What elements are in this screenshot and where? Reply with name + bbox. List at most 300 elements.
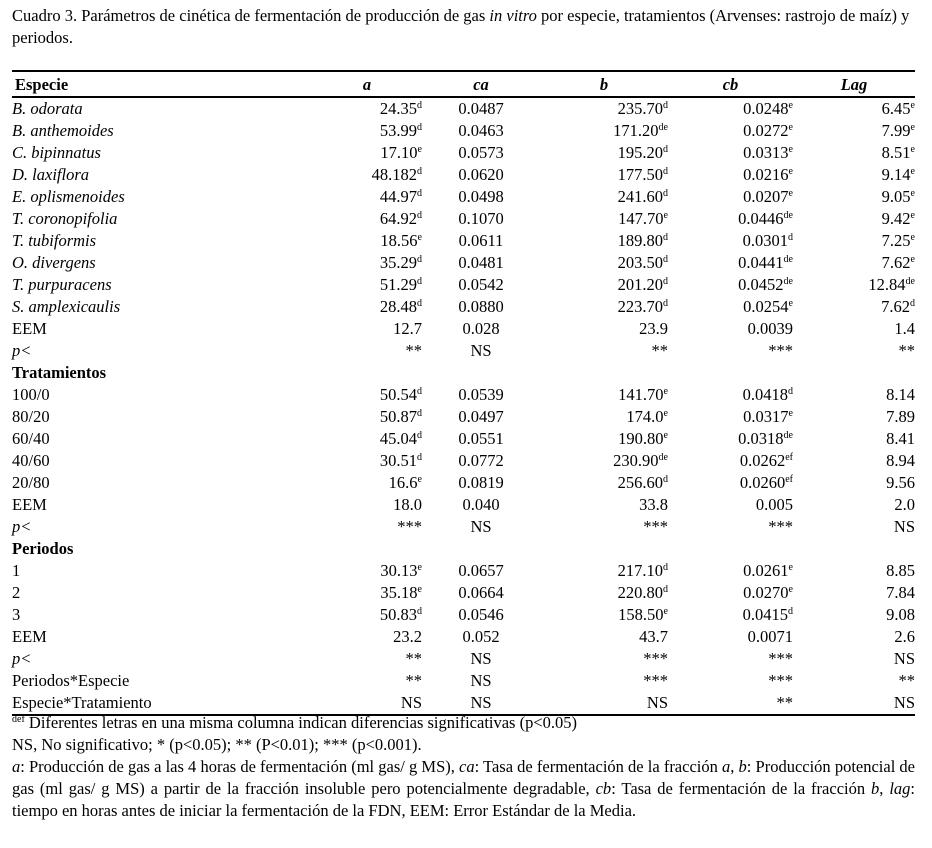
cell-ca (422, 318, 540, 340)
cell-lag-value: 7.62 (881, 297, 910, 316)
table-body (12, 97, 915, 715)
def-text: : Producción de gas a las 4 horas de fermentación (ml gas/ g MS), (20, 757, 460, 776)
cell-lag-value: 8.94 (886, 451, 915, 470)
cell-cb-letter: e (788, 144, 793, 155)
section-tratamientos-label: Tratamientos (12, 363, 107, 382)
cell-cb (668, 406, 793, 428)
results-table (12, 70, 915, 716)
cell-b (540, 406, 668, 428)
def-a-ref: a (722, 757, 731, 776)
cell-cb-letter: de (783, 254, 793, 265)
cell-a-value: 35.18 (380, 583, 418, 602)
cell-cb (668, 472, 793, 494)
cell-b-value: 201.20 (617, 275, 663, 294)
cell-a (312, 428, 422, 450)
cell-lag-value: 8.14 (886, 385, 915, 404)
cell-lag-value: NS (893, 649, 915, 668)
cell-cb-value: *** (768, 517, 793, 536)
cell-b-value: *** (643, 649, 668, 668)
cell-cb-value: 0.0318 (738, 429, 784, 448)
cell-lag-value: ** (898, 671, 915, 690)
cell-a-letter: d (417, 298, 422, 309)
eem-row-label: EEM (12, 319, 47, 338)
cell-a-letter: e (417, 144, 422, 155)
cell-cb (668, 648, 793, 670)
cell-cb (668, 626, 793, 648)
cell-a-value: 16.6 (388, 473, 418, 492)
table-caption (12, 5, 917, 49)
cell-b-letter: de (658, 452, 668, 463)
note-definitions (12, 756, 915, 822)
treatment-row (12, 428, 915, 450)
cell-b-value: *** (643, 671, 668, 690)
cell-b-value: 23.9 (639, 319, 668, 338)
cell-a-value: 12.7 (393, 319, 422, 338)
cell-ca (422, 252, 540, 274)
cell-cb-value: 0.0260 (739, 473, 786, 492)
cell-cb (668, 340, 793, 362)
cell-cb-letter: ef (785, 474, 793, 485)
cell-cb (668, 516, 793, 538)
cell-a-value: 45.04 (379, 429, 417, 448)
species-row-label: O. divergens (12, 253, 96, 272)
p-value-row (12, 516, 915, 538)
cell-b-value: 195.20 (617, 143, 663, 162)
cell-ca (422, 648, 540, 670)
cell-ca (422, 428, 540, 450)
def-a: a (12, 757, 21, 776)
cell-ca (422, 494, 540, 516)
cell-lag (793, 208, 915, 230)
species-row-label: B. anthemoides (12, 121, 114, 140)
cell-a-value: 28.48 (379, 297, 417, 316)
cell-b (540, 340, 668, 362)
cell-ca (422, 230, 540, 252)
cell-b-value: 158.50 (618, 605, 664, 624)
cell-cb (668, 582, 793, 604)
cell-b-letter: e (663, 606, 668, 617)
cell-cb (668, 164, 793, 186)
cell-lag (793, 472, 915, 494)
species-row-label: C. bipinnatus (12, 143, 101, 162)
cell-cb-letter: e (788, 562, 793, 573)
cell-ca-value: 0.0573 (458, 143, 504, 162)
caption-text: Cuadro 3. Parámetros de cinética de fermentación de producción de gas (12, 6, 490, 25)
cell-lag-value: NS (893, 693, 915, 712)
treatment-row (12, 450, 915, 472)
cell-ca (422, 406, 540, 428)
cell-a-letter: e (417, 232, 422, 243)
cell-a-value: 30.13 (380, 561, 418, 580)
cell-lag (793, 296, 915, 318)
species-row (12, 186, 915, 208)
cell-ca (422, 516, 540, 538)
def-cb: cb (595, 779, 612, 798)
species-row-label: B. odorata (12, 99, 83, 118)
cell-cb-letter: e (788, 122, 793, 133)
def-text: : tiempo en horas antes de iniciar la fermentación de la FDN, EEM: Error Estándar de la Media. (12, 779, 916, 820)
cell-ca-value: 0.052 (462, 627, 500, 646)
species-row (12, 296, 915, 318)
cell-a-value: 24.35 (379, 99, 417, 118)
cell-a-letter: d (417, 408, 422, 419)
def-lag: lag (889, 779, 911, 798)
cell-cb-value: 0.0207 (743, 187, 789, 206)
cell-b-value: 256.60 (617, 473, 663, 492)
p-value-row-label: p< (12, 649, 32, 668)
cell-cb (668, 604, 793, 626)
cell-lag-value: 1.4 (894, 319, 915, 338)
cell-a (312, 450, 422, 472)
cell-lag (793, 120, 915, 142)
period-row (12, 560, 915, 582)
cell-a-value: 51.29 (379, 275, 417, 294)
cell-b-value: 235.70 (617, 99, 663, 118)
def-b-ref: b (871, 779, 880, 798)
cell-ca (422, 472, 540, 494)
cell-b-letter: d (663, 188, 668, 199)
cell-ca-value: NS (470, 671, 492, 690)
cell-ca (422, 604, 540, 626)
cell-a-letter: d (417, 452, 422, 463)
cell-lag-letter: e (910, 144, 915, 155)
cell-a-letter: d (417, 122, 422, 133)
cell-b-letter: d (663, 254, 668, 265)
species-row-label: T. coronopifolia (12, 209, 118, 228)
cell-b-letter: d (663, 100, 668, 111)
section-periodos (12, 538, 915, 560)
cell-ca (422, 560, 540, 582)
cell-lag-value: 8.51 (881, 143, 911, 162)
cell-cb-letter: ef (785, 452, 793, 463)
cell-a-value: 53.99 (379, 121, 417, 140)
cell-a (312, 318, 422, 340)
cell-a-value: 44.97 (379, 187, 417, 206)
def-text: : Tasa de fermentación de la fracción (611, 779, 872, 798)
cell-lag (793, 516, 915, 538)
cell-a (312, 626, 422, 648)
cell-a-letter: d (417, 210, 422, 221)
cell-a-value: *** (397, 517, 422, 536)
cell-b (540, 274, 668, 296)
cell-cb-value: 0.0254 (743, 297, 789, 316)
cell-b-value: 230.90 (613, 451, 659, 470)
cell-lag-value: ** (898, 341, 915, 360)
cell-lag-value: 7.25 (881, 231, 911, 250)
cell-ca (422, 186, 540, 208)
cell-b-value: 147.70 (618, 209, 664, 228)
cell-lag (793, 252, 915, 274)
cell-lag (793, 670, 915, 692)
cell-lag (793, 428, 915, 450)
cell-ca-value: 0.028 (462, 319, 500, 338)
cell-ca-value: 0.0819 (458, 473, 504, 492)
cell-a (312, 648, 422, 670)
cell-ca (422, 670, 540, 692)
cell-b (540, 428, 668, 450)
period-row (12, 604, 915, 626)
cell-b (540, 97, 668, 120)
cell-b-letter: d (663, 232, 668, 243)
cell-lag (793, 626, 915, 648)
species-row (12, 97, 915, 120)
note-ns: NS, No significativo; * (p<0.05); ** (P<0.01); *** (p<0.001). (12, 735, 422, 754)
eem-row-label: EEM (12, 495, 47, 514)
cell-cb (668, 494, 793, 516)
species-row-label: D. laxiflora (12, 165, 89, 184)
cell-ca-value: 0.0772 (458, 451, 504, 470)
def-text: , (879, 779, 890, 798)
def-text: : Tasa de fermentación de la fracción (474, 757, 723, 776)
cell-cb-value: ** (776, 693, 793, 712)
cell-a-value: ** (405, 649, 422, 668)
cell-b (540, 604, 668, 626)
cell-lag-value: 6.45 (881, 99, 911, 118)
cell-cb (668, 670, 793, 692)
cell-a-letter: e (417, 474, 422, 485)
eem-row (12, 318, 915, 340)
cell-cb-value: 0.0446 (738, 209, 784, 228)
cell-cb-letter: e (788, 584, 793, 595)
cell-lag-value: 7.62 (881, 253, 911, 272)
cell-lag-value: 9.42 (881, 209, 911, 228)
cell-a (312, 472, 422, 494)
treatment-row-label: 40/60 (12, 451, 50, 470)
cell-cb-value: 0.005 (755, 495, 793, 514)
cell-b-value: 203.50 (617, 253, 663, 272)
cell-ca (422, 164, 540, 186)
cell-cb (668, 428, 793, 450)
species-row-label: T. tubiformis (12, 231, 97, 250)
def-b: b (738, 757, 747, 776)
period-row-label: 2 (12, 583, 21, 602)
cell-b-value: 223.70 (617, 297, 663, 316)
cell-b (540, 450, 668, 472)
cell-lag-letter: d (910, 298, 915, 309)
cell-b (540, 142, 668, 164)
cell-b-letter: de (658, 122, 668, 133)
cell-lag (793, 604, 915, 626)
cell-ca-value: 0.0546 (458, 605, 504, 624)
period-row-label: 3 (12, 605, 21, 624)
cell-cb-letter: d (788, 232, 793, 243)
interaction-row-label: Periodos*Especie (12, 671, 130, 690)
cell-a-letter: d (417, 430, 422, 441)
cell-lag-value: 2.6 (894, 627, 915, 646)
cell-b-letter: e (663, 408, 668, 419)
cell-cb (668, 450, 793, 472)
cell-cb (668, 142, 793, 164)
cell-ca (422, 97, 540, 120)
cell-b-value: 141.70 (618, 385, 664, 404)
treatment-row-label: 80/20 (12, 407, 50, 426)
cell-a-letter: e (417, 584, 422, 595)
cell-ca-value: 0.0551 (458, 429, 504, 448)
def-text: : Producción potencial de gas (ml gas/ g MS) a partir de la fracción insoluble pero potencialmente degradable, (12, 757, 916, 798)
cell-ca-value: 0.0497 (458, 407, 504, 426)
cell-b-letter: d (663, 144, 668, 155)
cell-ca-value: 0.1070 (458, 209, 504, 228)
cell-ca-value: 0.0542 (458, 275, 504, 294)
caption-text-end: por especie, tratamientos (Arvenses: rastrojo de maíz) y periodos. (12, 6, 910, 47)
period-row-label: 1 (12, 561, 21, 580)
cell-ca-value: 0.0463 (458, 121, 504, 140)
cell-b-value: 33.8 (639, 495, 668, 514)
cell-cb-value: 0.0216 (743, 165, 789, 184)
cell-cb-value: 0.0261 (743, 561, 789, 580)
cell-b-value: 241.60 (617, 187, 663, 206)
table-notes (12, 712, 915, 822)
cell-lag (793, 494, 915, 516)
def-text: , (730, 757, 739, 776)
cell-a-value: 50.83 (379, 605, 417, 624)
cell-cb-value: *** (768, 671, 793, 690)
cell-b-value: NS (646, 693, 668, 712)
cell-b (540, 582, 668, 604)
treatment-row-label: 60/40 (12, 429, 50, 448)
cell-cb-letter: e (788, 166, 793, 177)
eem-row-label: EEM (12, 627, 47, 646)
cell-lag-value: 9.08 (886, 605, 915, 624)
cell-a-letter: d (417, 254, 422, 265)
cell-cb-value: *** (768, 649, 793, 668)
cell-ca-value: 0.0487 (458, 99, 504, 118)
cell-lag-letter: e (910, 100, 915, 111)
cell-lag-value: NS (893, 517, 915, 536)
cell-a-letter: d (417, 188, 422, 199)
cell-cb-letter: d (788, 386, 793, 397)
cell-cb (668, 384, 793, 406)
cell-lag-letter: e (910, 122, 915, 133)
cell-ca-value: 0.0539 (458, 385, 504, 404)
cell-ca-value: 0.0498 (458, 187, 504, 206)
cell-a-letter: d (417, 100, 422, 111)
cell-a (312, 142, 422, 164)
species-row-label: S. amplexicaulis (12, 297, 121, 316)
cell-b-letter: d (663, 562, 668, 573)
header-especie: Especie (12, 71, 312, 97)
cell-cb (668, 97, 793, 120)
cell-b-letter: d (663, 166, 668, 177)
cell-a (312, 604, 422, 626)
period-row (12, 582, 915, 604)
species-row (12, 164, 915, 186)
cell-cb-value: 0.0262 (739, 451, 786, 470)
treatment-row (12, 384, 915, 406)
cell-lag (793, 230, 915, 252)
cell-b-value: ** (651, 341, 668, 360)
cell-lag-letter: e (910, 166, 915, 177)
p-value-row-label: p< (12, 341, 32, 360)
cell-cb (668, 252, 793, 274)
cell-cb-letter: e (788, 408, 793, 419)
species-row-label: E. oplismenoides (12, 187, 125, 206)
cell-a (312, 186, 422, 208)
cell-b-letter: e (663, 430, 668, 441)
cell-lag (793, 164, 915, 186)
note-line1: Diferentes letras en una misma columna indican diferencias significativas (p<0.05) (24, 713, 578, 732)
header-lag: Lag (793, 71, 915, 97)
cell-ca (422, 384, 540, 406)
cell-cb (668, 208, 793, 230)
cell-lag-letter: de (905, 276, 915, 287)
cell-a-value: 17.10 (380, 143, 418, 162)
header-b: b (540, 71, 668, 97)
cell-b (540, 186, 668, 208)
treatment-row-label: 100/0 (12, 385, 50, 404)
eem-row (12, 494, 915, 516)
cell-ca (422, 274, 540, 296)
cell-a-value: NS (400, 693, 422, 712)
cell-a-value: 18.0 (393, 495, 422, 514)
cell-cb-value: 0.0071 (747, 627, 793, 646)
cell-a (312, 164, 422, 186)
cell-b (540, 384, 668, 406)
cell-lag (793, 318, 915, 340)
cell-ca-value: 0.040 (462, 495, 500, 514)
cell-b-letter: d (663, 474, 668, 485)
cell-a-value: 18.56 (380, 231, 418, 250)
section-tratamientos (12, 362, 915, 384)
p-value-row (12, 648, 915, 670)
cell-lag-value: 9.56 (886, 473, 915, 492)
cell-b-value: 190.80 (618, 429, 664, 448)
cell-lag-value: 9.05 (881, 187, 911, 206)
cell-lag (793, 384, 915, 406)
cell-b (540, 516, 668, 538)
cell-b-value: 171.20 (613, 121, 659, 140)
cell-cb-value: 0.0418 (742, 385, 788, 404)
cell-cb-value: 0.0313 (743, 143, 789, 162)
cell-lag-letter: e (910, 232, 915, 243)
cell-a (312, 384, 422, 406)
species-row (12, 208, 915, 230)
cell-lag (793, 582, 915, 604)
interaction-row (12, 670, 915, 692)
cell-b (540, 296, 668, 318)
cell-ca (422, 208, 540, 230)
cell-b (540, 472, 668, 494)
cell-a-letter: e (417, 562, 422, 573)
cell-lag (793, 560, 915, 582)
cell-a (312, 670, 422, 692)
cell-a-value: 64.92 (379, 209, 417, 228)
cell-lag-value: 7.84 (886, 583, 915, 602)
cell-a-value: 35.29 (379, 253, 417, 272)
cell-lag-letter: e (910, 210, 915, 221)
cell-lag-value: 7.99 (881, 121, 911, 140)
cell-ca-value: 0.0657 (458, 561, 504, 580)
cell-cb-letter: e (788, 298, 793, 309)
cell-b-letter: d (663, 584, 668, 595)
cell-cb (668, 274, 793, 296)
cell-a (312, 97, 422, 120)
cell-cb-value: 0.0248 (743, 99, 789, 118)
def-ca: ca (459, 757, 475, 776)
cell-b-value: 174.0 (626, 407, 664, 426)
cell-a (312, 274, 422, 296)
cell-b-letter: d (663, 298, 668, 309)
cell-cb-value: *** (768, 341, 793, 360)
interaction-row-label: Especie*Tratamiento (12, 692, 312, 715)
cell-cb (668, 230, 793, 252)
cell-lag (793, 450, 915, 472)
cell-a-letter: d (417, 606, 422, 617)
treatment-row-label: 20/80 (12, 473, 50, 492)
cell-cb-value: 0.0441 (738, 253, 784, 272)
cell-ca (422, 582, 540, 604)
cell-lag (793, 186, 915, 208)
